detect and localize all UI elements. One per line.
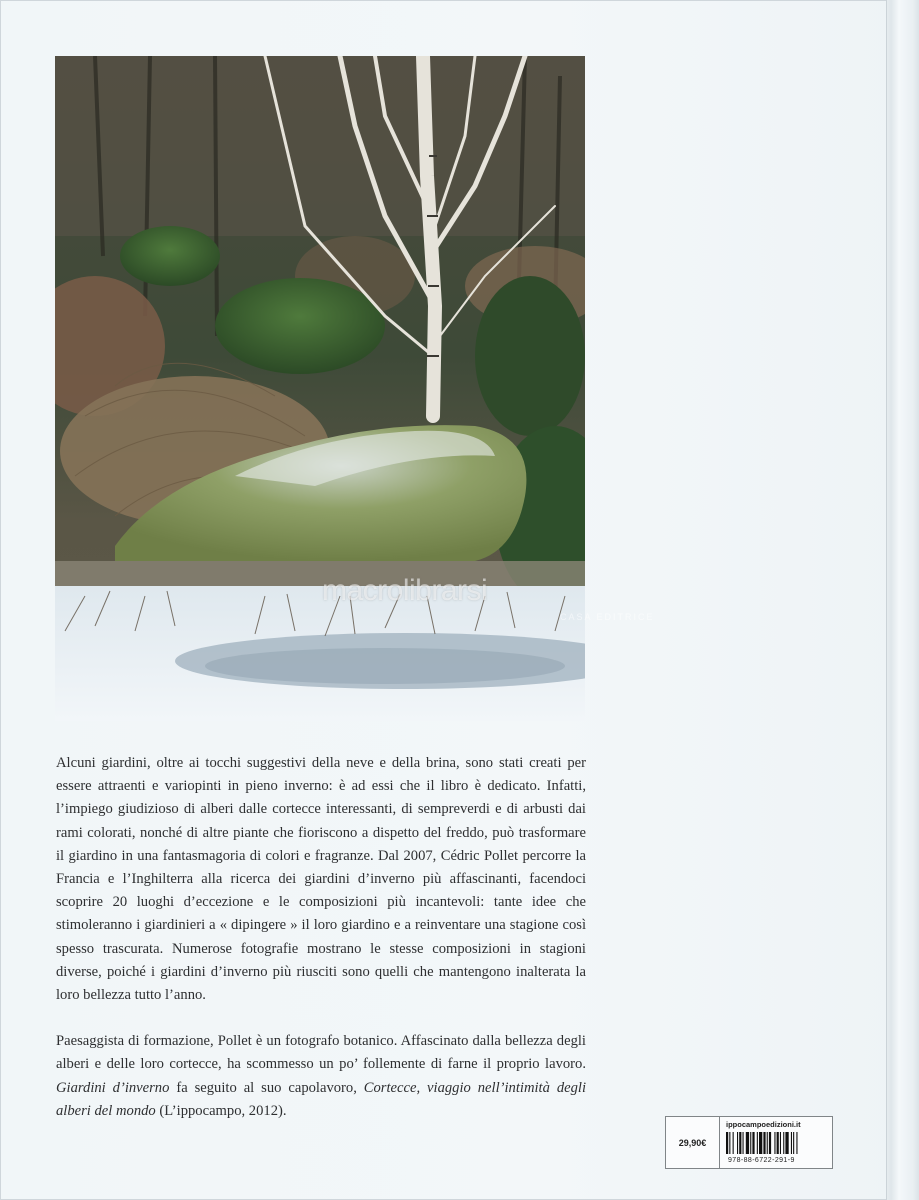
blurb-text: fa seguito al suo capolavoro, [169, 1079, 364, 1096]
publisher-website: ippocampoedizioni.it [726, 1120, 801, 1129]
blurb-text: (L’ippocampo, 2012). [155, 1102, 287, 1119]
blurb-text: Paesaggista di formazione, Pollet è un fotografo botanico. Affascinato dalla bellezza degli alberi e delle loro cortecce, ha scommesso un po’ follemente di farne il proprio lavoro. [56, 1033, 586, 1073]
price-label: 29,90€ [666, 1117, 720, 1168]
back-cover-blurb [56, 752, 586, 1123]
watermark-subtitle: CASA EDITRICE [560, 612, 655, 622]
book-spine [886, 0, 919, 1200]
barcode-bars [726, 1132, 826, 1156]
price-barcode-box [665, 1116, 833, 1169]
blurb-paragraph-1: Alcuni giardini, oltre ai tocchi suggestivi della neve e della brina, sono stati creati per essere attraenti e variopinti in pieno inverno: è ad essi che il libro è dedicato. Infatti, l’impiego giudizioso di alberi dalle cortecce interessanti, di sempreverdi e di arbusti dai rami colorati, nonché di altre piante che fioriscono a dispetto del freddo, può trasformare il giardino in una fantasmagoria di colori e fragranze. Dal 2007, Cédric Pollet percorre la Francia e l’Inghilterra alla ricerca dei giardini d’inverno più affascinanti, facendoci scoprire 20 luoghi d’eccezione e le composizioni più incantevoli: tante idee che stimoleranno i giardinieri a « dipingere » il loro giardino e a reinventare una stagione così spesso trascurata. Numerose fotografie mostrano le stesse composizioni in stagioni diverse, poiché i giardini d’inverno più riusciti sono quelli che mantengono inalterata la loro bellezza tutto l’anno. [56, 755, 586, 1004]
previous-book-title: Cortecce, viaggio nell’intimità degli alberi del mondo [56, 1079, 587, 1119]
book-title: Giardini d’inverno [56, 1079, 170, 1096]
cover-photo-winter-garden [55, 56, 585, 721]
watermark: macrolibrarsi [322, 574, 488, 607]
isbn-number: 978-88-6722-291-9 [728, 1157, 795, 1164]
blurb-paragraph-2 [56, 1030, 586, 1123]
